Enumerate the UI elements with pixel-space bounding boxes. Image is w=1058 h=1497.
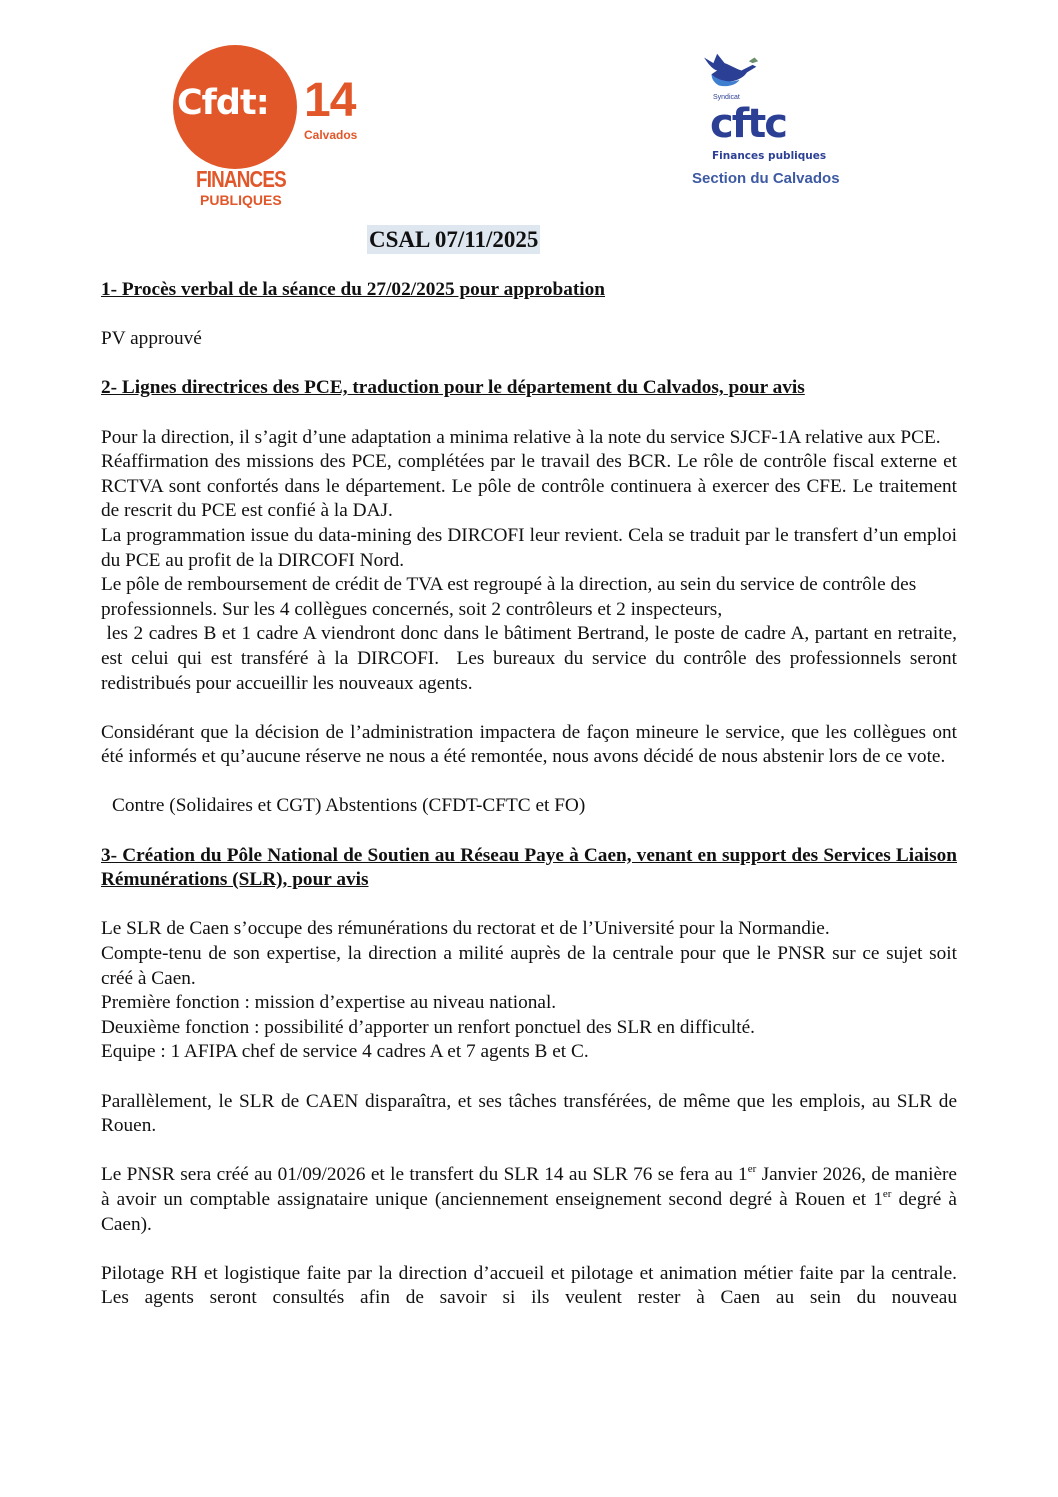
cftc-logo-prefix: Syndicat <box>713 94 740 101</box>
paragraph: Compte-tenu de son expertise, la direction a milité auprès de la centrale pour que le PNSR sur ce sujet soit créé à Caen. <box>101 943 957 989</box>
pnsr-paragraph <box>101 1163 957 1237</box>
ordinal-suffix: er <box>882 1187 892 1200</box>
section-3-heading: 3- Création du Pôle National de Soutien au Réseau Paye à Caen, venant en support des Services Liaison Rémunérations (SLR), pour avis <box>101 844 957 891</box>
cftc-logo-section: Section du Calvados <box>692 170 840 187</box>
paragraph: les 2 cadres B et 1 cadre A viendront donc dans le bâtiment Bertrand, le poste de cadre A, partant en retraite, est celui qui est transféré à la DIRCOFI. Les bureaux du service du contrôle des professionnels seront redistribués pour accueillir les nouveaux agents. <box>101 623 962 694</box>
paragraph: Parallèlement, le SLR de CAEN disparaîtra, et ses tâches transférées, de même que les emplois, au SLR de Rouen. <box>101 1090 957 1137</box>
pnsr-text-3: degré à Caen). <box>101 1188 957 1235</box>
paragraph: Le SLR de Caen s’occupe des rémunérations du rectorat et de l’Université pour la Normandie. <box>101 918 830 940</box>
section-1-heading: 1- Procès verbal de la séance du 27/02/2025 pour approbation <box>101 279 606 300</box>
paragraph: Réaffirmation des missions des PCE, complétées par le travail des BCR. Le rôle de contrôle fiscal externe et RCTVA sont confortés dans le département. Le pôle de contrôle continuera à exercer des CFE. Le traitement de rescrit du PCE est confié à la DAJ. <box>101 451 957 522</box>
cfdt-logo-word: Cfdt: <box>177 83 269 123</box>
cfdt-logo <box>173 45 363 210</box>
dove-icon <box>698 50 768 92</box>
section-2-heading: 2- Lignes directrices des PCE, traduction pour le département du Calvados, pour avis <box>101 377 805 399</box>
pnsr-text-2: Janvier 2026, de manière à avoir un comptable assignataire unique (anciennement enseignement second degré à Rouen et 1 <box>101 1164 957 1210</box>
paragraph: Pilotage RH et logistique faite par la direction d’accueil et pilotage et animation métier faite par la centrale. Les agents seront consultés afin de savoir si ils veulent rester à Caen au sein du nouveau <box>101 1262 957 1309</box>
paragraph: Le pôle de remboursement de crédit de TVA est regroupé à la direction, au sein du service de contrôle des professionnels. Sur les 4 collègues concernés, soit 2 contrôleurs et 2 inspecteurs, <box>101 574 917 620</box>
cftc-logo <box>688 48 863 193</box>
paragraph: Considérant que la décision de l’administration impactera de façon mineure le service, que les collègues ont été informés et qu’aucune réserve ne nous a été remontée, nous avons décidé de nous abstenir lors de ce vote. <box>101 721 957 768</box>
cfdt-logo-number: 14 <box>304 74 356 127</box>
cftc-logo-subtitle: Finances publiques <box>712 150 827 162</box>
cfdt-logo-line2: PUBLIQUES <box>200 192 282 208</box>
paragraph: Equipe : 1 AFIPA chef de service 4 cadres A et 7 agents B et C. <box>101 1041 589 1063</box>
paragraph: PV approuvé <box>101 328 202 350</box>
pnsr-text-1: Le PNSR sera créé au 01/09/2026 et le transfert du SLR 14 au SLR 76 se fera au 1 <box>101 1164 748 1186</box>
cftc-logo-word: cftc <box>710 101 786 147</box>
paragraph: Pour la direction, il s’agit d’une adaptation a minima relative à la note du service SJCF-1A relative aux PCE. <box>101 426 941 448</box>
paragraph: Première fonction : mission d’expertise au niveau national. <box>101 992 557 1014</box>
vote-result: Contre (Solidaires et CGT) Abstentions (CFDT-CFTC et FO) <box>112 795 586 817</box>
paragraph: Deuxième fonction : possibilité d’apporter un renfort ponctuel des SLR en difficulté. <box>101 1016 755 1038</box>
cfdt-logo-line1: FINANCES <box>196 166 286 192</box>
paragraph: La programmation issue du data-mining des DIRCOFI leur revient. Cela se traduit par le transfert d’un emploi du PCE au profit de la DIRCOFI Nord. <box>101 524 957 571</box>
document-title: CSAL 07/11/2025 <box>369 227 539 252</box>
cfdt-logo-region: Calvados <box>304 128 358 142</box>
document-body <box>101 278 962 1311</box>
ordinal-suffix: er <box>747 1163 757 1176</box>
